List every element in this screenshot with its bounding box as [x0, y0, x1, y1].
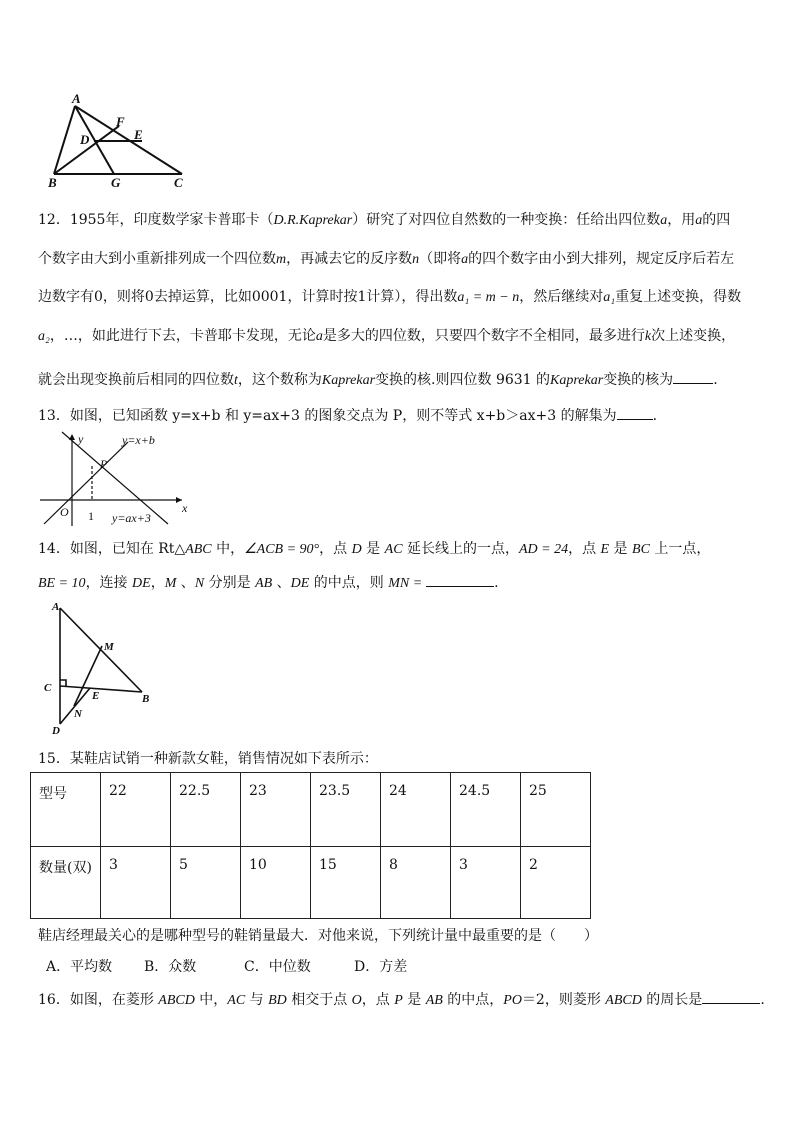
option-b[interactable]: B．众数: [144, 959, 197, 975]
q14-line-1: 14．如图，已知在 Rt△ABC 中，∠ACB = 90°，点 D 是 AC 延长线上的一点，AD = 24，点 E 是 BC 上一点，: [38, 541, 711, 557]
q14-line-2: BE = 10，连接 DE，M 、N 分别是 AB 、DE 的中点，则 MN = .: [38, 572, 499, 593]
q14-label-e: E: [92, 690, 100, 702]
point-p-label: P: [100, 457, 108, 471]
axis-y-label: y: [78, 432, 84, 446]
origin-label: O: [60, 505, 69, 519]
q12-line-3: 边数字有0，则将0去掉运算，比如0001，计算时按1计算），得出数a₁ = m − n，然后继续对a₁重复上述变换，得数: [38, 289, 742, 305]
table-cell: 2: [521, 847, 591, 919]
table-cell: 23.5: [311, 773, 381, 847]
q15-text: 15．某鞋店试销一种新款女鞋，销售情况如下表所示：: [38, 751, 378, 767]
option-c[interactable]: C．中位数: [244, 959, 311, 975]
line2-label: y=ax+3: [112, 511, 151, 525]
label-d: D: [80, 132, 90, 147]
q14-label-c: C: [44, 682, 52, 694]
q15-question: 鞋店经理最关心的是哪种型号的鞋销量最大．对他来说，下列统计量中最重要的是（ ）: [38, 928, 598, 944]
q12-line-1: 12．1955年，印度数学家卡普耶卡（D.R.Kaprekar）研究了对四位自然数的一种变换：任给出四位数a，用a的四: [38, 212, 731, 228]
figure-q14-triangle: [40, 600, 160, 740]
table-cell: 3: [101, 847, 171, 919]
label-g: G: [111, 175, 121, 190]
label-c: C: [174, 175, 183, 190]
q14-label-d: D: [52, 725, 60, 737]
q13-text: 13．如图，已知函数 y=x+b 和 y=ax+3 的图象交点为 P，则不等式 x+b＞ax+3 的解集为 .: [38, 405, 657, 425]
table-cell: 8: [381, 847, 451, 919]
table-cell: 15: [311, 847, 381, 919]
tick-one-label: 1: [88, 509, 94, 523]
q14-label-b: B: [142, 693, 150, 705]
q14-label-a: A: [52, 601, 60, 613]
q12-line-4: a₂，…，如此进行下去，卡普耶卡发现，无论a是多大的四位数，只要四个数字不全相同，最多进行k次上述变换，: [38, 328, 736, 344]
sales-table: [30, 772, 591, 919]
table-cell: 10: [241, 847, 311, 919]
q14-label-m: M: [104, 641, 114, 653]
table-cell: 22: [101, 773, 171, 847]
label-a: A: [72, 92, 81, 106]
q16-text: 16．如图，在菱形 ABCD 中，AC 与 BD 相交于点 O，点 P 是 AB 的中点，PO＝2，则菱形 ABCD 的周长是 .: [38, 989, 765, 1010]
table-cell: 23: [241, 773, 311, 847]
table-cell: 24: [381, 773, 451, 847]
table-cell: 25: [521, 773, 591, 847]
table-row: [31, 847, 591, 919]
line1-label: y=x+b: [122, 433, 155, 447]
q14-label-n: N: [74, 708, 82, 720]
table-cell: 22.5: [171, 773, 241, 847]
answer-blank-13[interactable]: [617, 405, 653, 420]
axis-x-label: x: [182, 501, 188, 515]
table-cell: 3: [451, 847, 521, 919]
q12-line-2: 个数字由大到小重新排列成一个四位数m，再减去它的反序数n（即将a的四个数字由小到大排列，规定反序后若左: [38, 251, 735, 267]
table-cell: 5: [171, 847, 241, 919]
table-cell: 数量(双): [31, 847, 101, 919]
q15-options: [46, 958, 407, 976]
label-e: E: [134, 127, 143, 142]
answer-blank-16[interactable]: [702, 989, 760, 1004]
option-d[interactable]: D．方差: [354, 959, 408, 975]
label-f: F: [116, 114, 125, 129]
option-a[interactable]: A．平均数: [46, 959, 113, 975]
answer-blank-14[interactable]: [426, 572, 494, 587]
label-b: B: [48, 175, 57, 190]
table-cell: 型号: [31, 773, 101, 847]
table-cell: 24.5: [451, 773, 521, 847]
table-row: [31, 773, 591, 847]
figure-triangle-abcfeg: [44, 92, 194, 192]
answer-blank-12[interactable]: [673, 369, 713, 384]
figure-q13-graph: [38, 430, 190, 528]
q12-line-5: 就会出现变换前后相同的四位数t，这个数称为Kaprekar变换的核.则四位数 9631 的Kaprekar变换的核为 .: [38, 369, 718, 390]
